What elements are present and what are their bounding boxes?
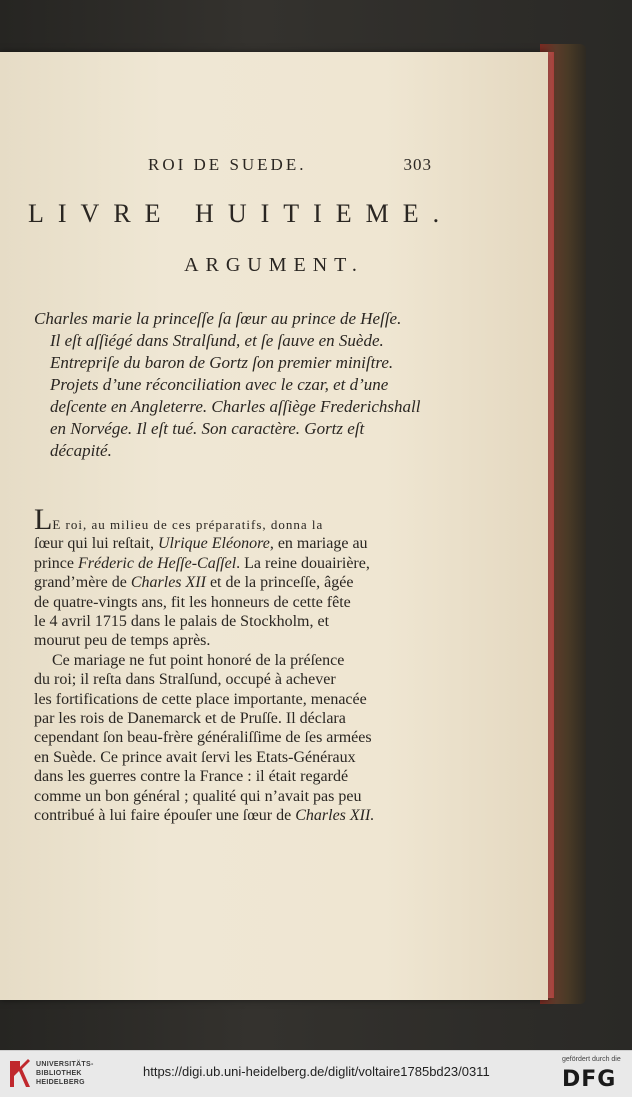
body-line: de quatre-vingts ans, fit les honneurs de cette fête	[34, 593, 351, 611]
body-text	[34, 503, 442, 826]
body-line	[34, 503, 442, 536]
dfg-logo[interactable]: DFG	[562, 1067, 617, 1092]
body-text-run: , en mariage au	[269, 535, 368, 553]
body-line: le 4 avril 1715 dans le palais de Stockholm, et	[34, 613, 330, 631]
summary-line: Charles marie la princeſſe ſa ſœur au prince de Heſſe.	[34, 309, 402, 328]
body-line: les fortifications de cette place importante, menacée	[34, 690, 367, 708]
sponsor-label: gefördert durch die	[562, 1056, 621, 1063]
body-line: Ce mariage ne fut point honoré de la préſence	[52, 651, 345, 669]
body-text-run: E roi, au milieu de ces préparatifs, donna la	[52, 517, 324, 532]
body-line: par les rois de Danemarck et de Pruſſe. Il déclara	[34, 710, 346, 728]
body-line	[34, 554, 442, 573]
summary-line: Il eſt aſſiégé dans Stralſund, et ſe ſauve en Suède.	[50, 331, 384, 350]
body-line: comme un bon général ; qualité qui n’avait pas peu	[34, 787, 362, 805]
body-line: dans les guerres contre la France : il était regardé	[34, 768, 349, 786]
body-text-run: contribué à lui faire épouſer une ſœur de	[34, 807, 296, 825]
body-line	[34, 806, 442, 825]
summary-line: Projets d’une réconciliation avec le czar, et d’une	[50, 375, 389, 394]
page-number: 303	[403, 155, 432, 174]
summary-line: en Norvége. Il eſt tué. Son caractère. Gortz eſt	[50, 419, 365, 438]
summary-line: Entrepriſe du baron de Gortz ſon premier miniſtre.	[50, 353, 394, 372]
university-library-logo-icon[interactable]	[8, 1057, 32, 1089]
body-line	[34, 534, 442, 553]
body-text-run: prince	[34, 554, 78, 572]
argument-summary	[34, 308, 442, 462]
logo-line: HEIDELBERG	[36, 1079, 85, 1086]
book-title: LIVRE HUITIEME.	[28, 199, 454, 228]
summary-line: deſcente en Angleterre. Charles aſſiège Frederichshall	[50, 397, 421, 416]
permalink-url[interactable]: https://digi.ub.uni-heidelberg.de/diglit/voltaire1785bd23/0311	[143, 1064, 490, 1079]
body-text-run: grand’mère de	[34, 574, 131, 592]
drop-cap: L	[34, 503, 53, 536]
university-library-logo-text[interactable]	[36, 1060, 94, 1087]
argument-title: ARGUMENT.	[184, 254, 364, 276]
summary-line: décapité.	[50, 441, 112, 460]
body-text-run: et de la princeſſe, âgée	[205, 574, 354, 592]
person-name: Ulrique Eléonore	[157, 535, 270, 553]
viewer-footer	[0, 1050, 632, 1097]
logo-line: BIBLIOTHEK	[36, 1070, 82, 1077]
body-line: du roi; il reſta dans Stralſund, occupé à achever	[34, 671, 336, 689]
body-line: en Suède. Ce prince avait ſervi les Etats-Généraux	[34, 748, 356, 766]
running-head-title: ROI DE SUEDE.	[148, 155, 307, 174]
running-head	[148, 155, 438, 177]
person-name: Fréderic de Heſſe-Caſſel	[77, 554, 237, 572]
logo-line: UNIVERSITÄTS-	[36, 1061, 94, 1068]
body-line: mourut peu de temps après.	[34, 632, 211, 650]
body-line	[34, 573, 442, 592]
book-page	[0, 52, 548, 1000]
body-text-run: ſœur qui lui reſtait,	[34, 535, 158, 553]
person-name: Charles XII.	[295, 807, 375, 825]
body-text-run: . La reine douairière,	[236, 554, 370, 572]
person-name: Charles XII	[130, 574, 206, 592]
body-line: cependant ſon beau-frère généraliſſime de ſes armées	[34, 729, 372, 747]
